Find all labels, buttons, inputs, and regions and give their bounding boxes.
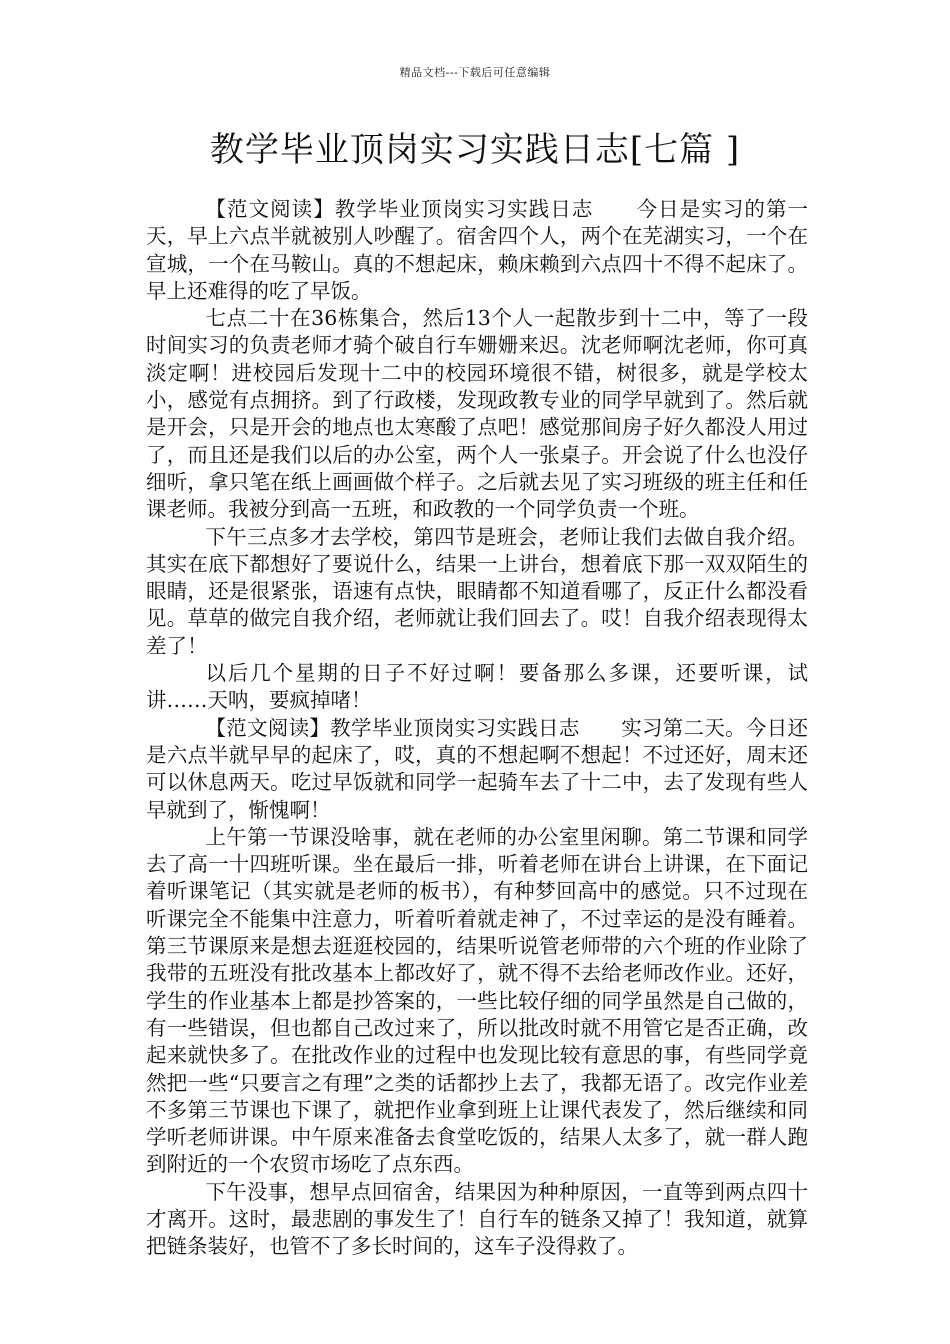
body-paragraph: 下午没事，想早点回宿舍，结果因为种种原因，一直等到两点四十才离开。这时，最悲剧的事发生了！自行车的链条又掉了！我知道，就算把链条装好，也管不了多长时间的，这车子没得救了。: [146, 1179, 808, 1259]
body-paragraph: 【范文阅读】教学毕业顶岗实习实践日志 实习第二天。今日还是六点半就早早的起床了，哎，真的不想起啊不想起！不过还好，周末还可以休息两天。吃过早饭就和同学一起骑车去了十二中，去了发现有些人早就到了，惭愧啊！: [146, 715, 808, 822]
page-header: 精品文档---下载后可任意编辑: [399, 66, 551, 79]
body-paragraph: 七点二十在36栋集合，然后13个人一起散步到十二中，等了一段时间实习的负责老师才骑个破自行车姗姗来迟。沈老师啊沈老师，你可真淡定啊！进校园后发现十二中的校园环境很不错，树很多，就是学校太小，感觉有点拥挤。到了行政楼，发现政教专业的同学早就到了。然后就是开会，只是开会的地点也太寒酸了点吧！感觉那间房子好久都没人用过了，而且还是我们以后的办公室，两个人一张桌子。开会说了什么也没仔细听，拿只笔在纸上画画做个样子。之后就去见了实习班级的班主任和任课老师。我被分到高一五班，和政教的一个同学负责一个班。: [146, 306, 808, 522]
body-paragraph: 下午三点多才去学校，第四节是班会，老师让我们去做自我介绍。其实在底下都想好了要说什么，结果一上讲台，想着底下那一双双陌生的眼睛，还是很紧张，语速有点快，眼睛都不知道看哪了，反正什么都没看见。草草的做完自我介绍，老师就让我们回去了。哎！自我介绍表现得太差了！: [146, 524, 808, 658]
body-paragraph: 以后几个星期的日子不好过啊！要备那么多课，还要听课，试讲……天呐，要疯掉啫！: [146, 661, 808, 713]
document-body: [146, 196, 808, 1261]
body-paragraph: 【范文阅读】教学毕业顶岗实习实践日志 今日是实习的第一天，早上六点半就被别人吵醒了。宿舍四个人，两个在芜湖实习，一个在宣城，一个在马鞍山。真的不想起床，赖床赖到六点四十不得不起床了。早上还难得的吃了早饭。: [146, 197, 808, 303]
document-title: 教学毕业顶岗实习实践日志[七篇 ]: [209, 130, 741, 170]
body-paragraph: 上午第一节课没啥事，就在老师的办公室里闲聊。第二节课和同学去了高一十四班听课。坐在最后一排，听着老师在讲台上讲课，在下面记着听课笔记（其实就是老师的板书），有种梦回高中的感觉。只不过现在听课完全不能集中注意力，听着听着就走神了，不过幸运的是没有睡着。第三节课原来是想去逛逛校园的，结果听说管老师带的六个班的作业除了我带的五班没有批改基本上都改好了，就不得不去给老师改作业。还好，学生的作业基本上都是抄答案的，一些比较仔细的同学虽然是自己做的，有一些错误，但也都自己改过来了，所以批改时就不用管它是否正确，改起来就快多了。在批改作业的过程中也发现比较有意思的事，有些同学竟然把一些“只要言之有理”之类的话都抄上去了，我都无语了。改完作业差不多第三节课也下课了，就把作业拿到班上让课代表发了，然后继续和同学听老师讲课。中午原来准备去食堂吃饭的，结果人太多了，就一群人跑到附近的一个农贸市场吃了点东西。: [146, 824, 808, 1177]
